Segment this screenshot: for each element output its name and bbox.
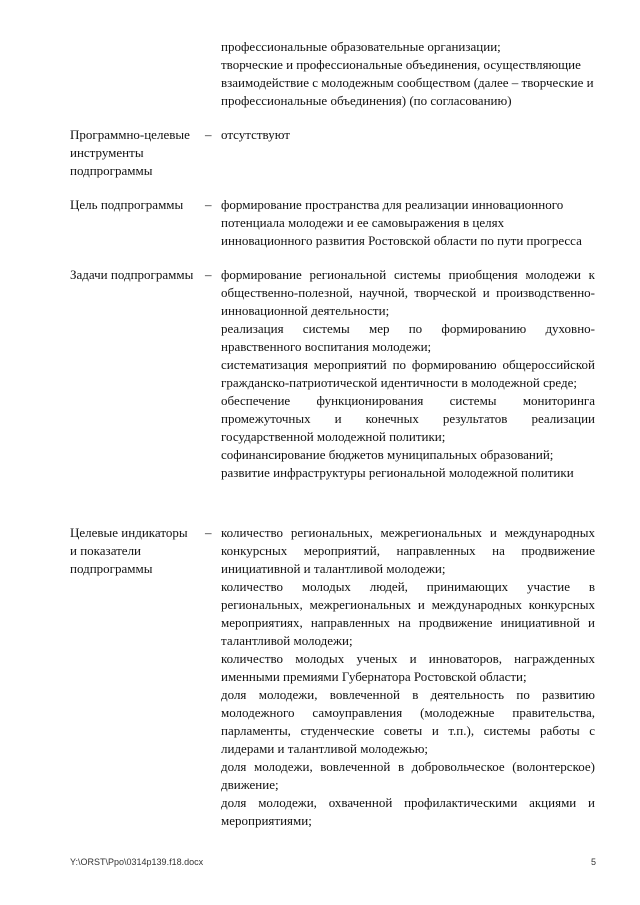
page-number: 5: [590, 857, 596, 867]
row-item: профессиональные образовательные организации;: [221, 39, 501, 54]
row-item: софинансирование бюджетов муниципальных образований;: [221, 447, 554, 462]
row-item: формирование региональной системы приобщения молодежи к общественно-полезной, научной, творческой и производственно-инновационной деятельности;: [221, 267, 595, 318]
row-label: Программно-целевые инструменты подпрограммы: [70, 127, 190, 178]
row-item: отсутствуют: [221, 127, 290, 142]
row-item: доля молодежи, охваченной профилактическими акциями и мероприятиями;: [221, 795, 595, 828]
row-content: [221, 196, 595, 250]
row-label: Задачи подпрограммы: [70, 267, 194, 282]
row-dash: –: [205, 267, 212, 282]
row-item: систематизация мероприятий по формированию общероссийской гражданско-патриотической идентичности в молодежной среде;: [221, 357, 595, 390]
row-item: доля молодежи, вовлеченной в добровольческое (волонтерское) движение;: [221, 759, 595, 792]
row-item: обеспечение функционирования системы мониторинга промежуточных и конечных результатов реализации государственной молодежной политики;: [221, 393, 595, 444]
row-item: количество региональных, межрегиональных и международных конкурсных мероприятий, направленных на продвижение инициативной и талантливой молодежи;: [221, 525, 595, 576]
row-label: Цель подпрограммы: [70, 197, 184, 212]
row-content: [221, 524, 595, 830]
row-dash: –: [205, 525, 212, 540]
row-dash: –: [205, 197, 212, 212]
row-content: [221, 266, 595, 482]
row-item: творческие и профессиональные объединения, осуществляющие взаимодействие с молодежным сообществом (далее – творческие и профессиональные объединения) (по согласованию): [221, 57, 594, 108]
row-dash: –: [205, 127, 212, 142]
row-item: количество молодых людей, принимающих участие в региональных, межрегиональных и международных конкурсных мероприятиях, направленных на продвижение инициативной и талантливой молодежи;: [221, 579, 595, 648]
row-content: [221, 38, 595, 110]
row-item: количество молодых ученых и инноваторов, награжденных именными премиями Губернатора Ростовской области;: [221, 651, 595, 684]
row-item: развитие инфраструктуры региональной молодежной политики: [221, 465, 574, 480]
footer-file-path: Y:\ORST\Ppo\0314p139.f18.docx: [70, 857, 204, 867]
row-item: формирование пространства для реализации инновационного потенциала молодежи и ее самовыражения в целях инновационного развития Ростовской области по пути прогресса: [221, 197, 582, 248]
row-item: реализация системы мер по формированию духовно-нравственного воспитания молодежи;: [221, 321, 595, 354]
row-label: Целевые индикаторы и показатели подпрограммы: [70, 525, 188, 576]
row-content: [221, 126, 595, 144]
row-item: доля молодежи, вовлеченной в деятельность по развитию молодежного самоуправления (молодежные правительства, парламенты, студенческие советы и т.п.), системы работы с лидерами и талантливой молодежью;: [221, 687, 595, 756]
